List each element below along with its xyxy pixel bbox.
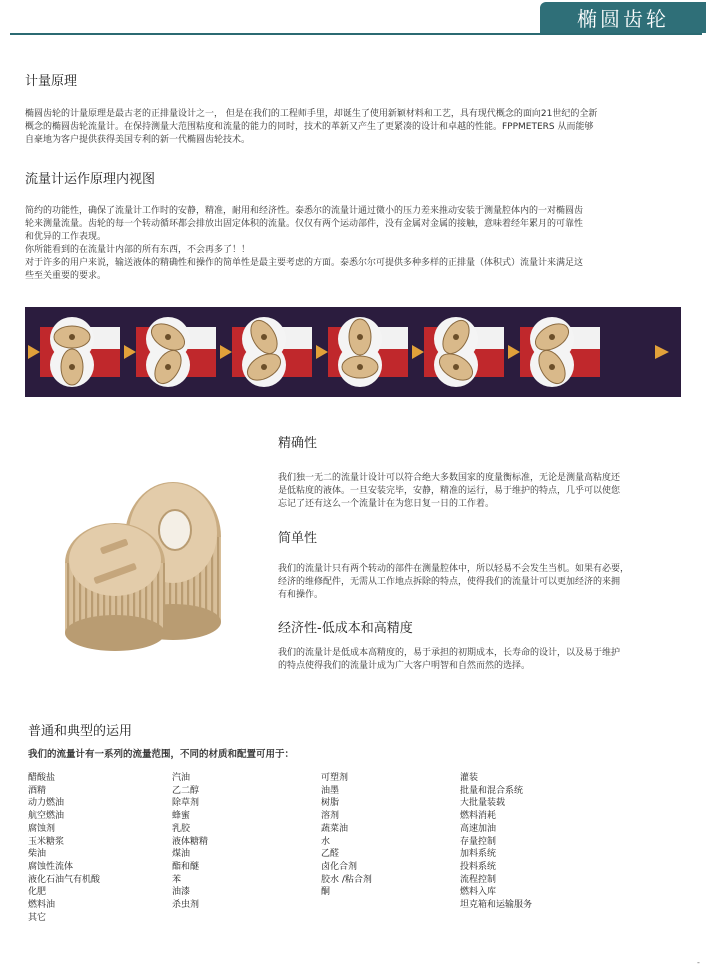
- application-item: 投料系统: [460, 861, 497, 872]
- header-title-tab: [540, 2, 706, 33]
- flow-arrow: [28, 345, 40, 359]
- application-item: 乳胶: [172, 823, 191, 834]
- gear-axle: [165, 334, 171, 340]
- applications-column-3: [321, 772, 372, 899]
- application-item: 燃料入库: [460, 887, 497, 898]
- gear-axle: [69, 364, 75, 370]
- gear-axle: [357, 364, 363, 370]
- application-item: 醋酸盐: [28, 773, 56, 783]
- application-item: 坦克箱和运输服务: [460, 900, 533, 911]
- application-item: 杀虫剂: [172, 900, 200, 911]
- applications-column-4: [460, 772, 532, 912]
- application-item: 可塑剂: [321, 773, 349, 783]
- application-item: 柴油: [28, 849, 47, 860]
- flow-arrow: [508, 345, 520, 359]
- application-item: 腐蚀性流体: [28, 861, 74, 872]
- application-item: 煤油: [172, 849, 191, 860]
- application-item: 油漆: [172, 887, 191, 898]
- applications-column-1: [28, 772, 100, 924]
- operating-principle-diagram: [25, 307, 681, 397]
- application-item: 存量控制: [460, 836, 497, 847]
- inner-view-line: 和优异的工作表现。: [25, 232, 107, 242]
- application-item: 燃料油: [28, 900, 56, 911]
- principle-line: 椭圆齿轮的计量原理是最古老的正排量设计之一， 但是在我们的工程师手里，却诞生了使用新颖材料和工艺，具有现代概念的面向21世纪的全新: [25, 109, 598, 119]
- application-item: 动力燃油: [28, 798, 65, 809]
- application-item: 流程控制: [460, 874, 497, 885]
- application-item: 酯和醚: [172, 861, 200, 872]
- application-item: 卤化合剂: [321, 861, 358, 872]
- principle-line: 自豪地为客户提供获得美国专利的新一代椭圆齿轮技术。: [25, 135, 251, 145]
- gear-axle: [453, 334, 459, 340]
- simplicity-line: 有和操作。: [278, 590, 324, 600]
- application-item: 除草剂: [172, 798, 200, 809]
- application-item: 油墨: [321, 785, 340, 796]
- application-item: 乙醛: [321, 849, 340, 860]
- inner-view-paragraph: [25, 205, 695, 283]
- simplicity-paragraph: [278, 563, 688, 602]
- gear-axle: [549, 334, 555, 340]
- section-heading-principle: 计量原理: [25, 74, 78, 89]
- application-item: 玉米糖浆: [28, 836, 65, 847]
- gear-rotation-sequence: [25, 307, 681, 397]
- economy-line: 的特点使得我们的流量计成为广大客户明智和自然而然的选择。: [278, 661, 531, 671]
- gear-axle: [165, 364, 171, 370]
- application-item: 航空燃油: [28, 811, 65, 822]
- application-item: 液体糖精: [172, 836, 209, 847]
- gear-axle: [549, 364, 555, 370]
- application-item: 蔬菜油: [321, 823, 349, 834]
- oval-gear-pair-image: [55, 475, 235, 660]
- accuracy-paragraph: [278, 472, 688, 511]
- economy-line: 我们的流量计是低成本高精度的，易于承担的初期成本，长寿命的设计，以及易于维护: [278, 648, 621, 658]
- application-item: 燃料消耗: [460, 811, 497, 822]
- application-item: 高速加油: [460, 823, 497, 834]
- application-item: 溶剂: [321, 811, 340, 822]
- flow-arrow: [655, 345, 669, 359]
- application-item: 乙二醇: [172, 785, 200, 796]
- simplicity-line: 我们的流量计只有两个转动的部件在测量腔体中，所以轻易不会发生当机。如果有必要，: [278, 564, 630, 574]
- application-item: 批量和混合系统: [460, 785, 524, 796]
- principle-line: 概念的椭圆齿轮流量计。在保持测量大范围粘度和流量的能力的同时，技术的革新又产生了更紧凑的设计和卓越的性能。FPPMETERS 从而能够: [25, 122, 594, 132]
- gear-axle: [453, 364, 459, 370]
- header-rule: [10, 33, 702, 35]
- applications-column-2: [172, 772, 208, 912]
- inner-view-line: 简约的功能性，确保了流量计工作时的安静，精准，耐用和经济性。泰悉尔的流量计通过微小的压力差来推动安装于测量腔体内的一对椭圆齿: [25, 206, 584, 216]
- application-item: 汽油: [172, 773, 191, 783]
- applications-intro: 我们的流量计有一系列的流量范围，不同的材质和配置可用于：: [28, 749, 295, 760]
- flow-arrow: [220, 345, 232, 359]
- gear-axle: [261, 334, 267, 340]
- application-item: 水: [321, 836, 331, 847]
- accuracy-line: 忘记了还有这么一个流量计在为您日复一日的工作着。: [278, 499, 495, 509]
- economy-heading: 经济性-低成本和高精度: [278, 621, 413, 636]
- inner-view-line: 些至关重要的要求。: [25, 271, 107, 281]
- applications-heading: 普通和典型的运用: [28, 724, 133, 739]
- application-item: 酮: [321, 887, 331, 898]
- footer-mark: -: [697, 958, 700, 967]
- simplicity-heading: 简单性: [278, 531, 318, 546]
- principle-paragraph: [25, 108, 695, 147]
- accuracy-line: 我们独一无二的流量计设计可以符合绝大多数国家的度量衡标准，无论是测量高粘度还: [278, 473, 621, 483]
- inner-view-line: 你所能看到的在流量计内部的所有东西，不会再多了！！: [25, 245, 251, 255]
- application-item: 苯: [172, 874, 182, 885]
- application-item: 加料系统: [460, 849, 497, 860]
- gear-axle: [357, 334, 363, 340]
- simplicity-line: 经济的维修配件，无需从工作地点拆除的特点，使得我们的流量计可以更加经济的来拥: [278, 577, 621, 587]
- application-item: 大批量装载: [460, 798, 506, 809]
- application-item: 胶水 /粘合剂: [321, 874, 372, 885]
- section-heading-inner-view: 流量计运作原理内视图: [25, 172, 156, 187]
- application-item: 树脂: [321, 798, 340, 809]
- application-item: 酒精: [28, 785, 47, 796]
- application-item: 蜂蜜: [172, 811, 191, 822]
- flow-arrow: [316, 345, 328, 359]
- application-item: 灌装: [460, 773, 479, 783]
- application-item: 腐蚀剂: [28, 823, 56, 834]
- flow-arrow: [412, 345, 424, 359]
- flow-arrow: [124, 345, 136, 359]
- gear-axle: [261, 364, 267, 370]
- inner-view-line: 轮来测量流量。齿轮的每一个转动循环都会排放出固定体积的流量。仅仅有两个运动部件，没有金属对金属的接触，意味着经年累月的可靠性: [25, 219, 584, 229]
- inner-view-line: 对于许多的用户来说，输送液体的精确性和操作的简单性是最主要考虑的方面。泰悉尔尔可提供多种多样的正排量（体积式）流量计来满足这: [25, 258, 584, 268]
- application-item: 液化石油气有机酸: [28, 874, 101, 885]
- economy-paragraph: [278, 647, 688, 673]
- accuracy-heading: 精确性: [278, 436, 318, 451]
- page-title: 椭圆齿轮: [577, 7, 669, 31]
- application-item: 其它: [28, 912, 47, 923]
- application-item: 化肥: [28, 887, 47, 898]
- accuracy-line: 是低粘度的液体。一旦安装完毕，安静，精准的运行，易于维护的特点，几乎可以使您: [278, 486, 621, 496]
- gear-axle: [69, 334, 75, 340]
